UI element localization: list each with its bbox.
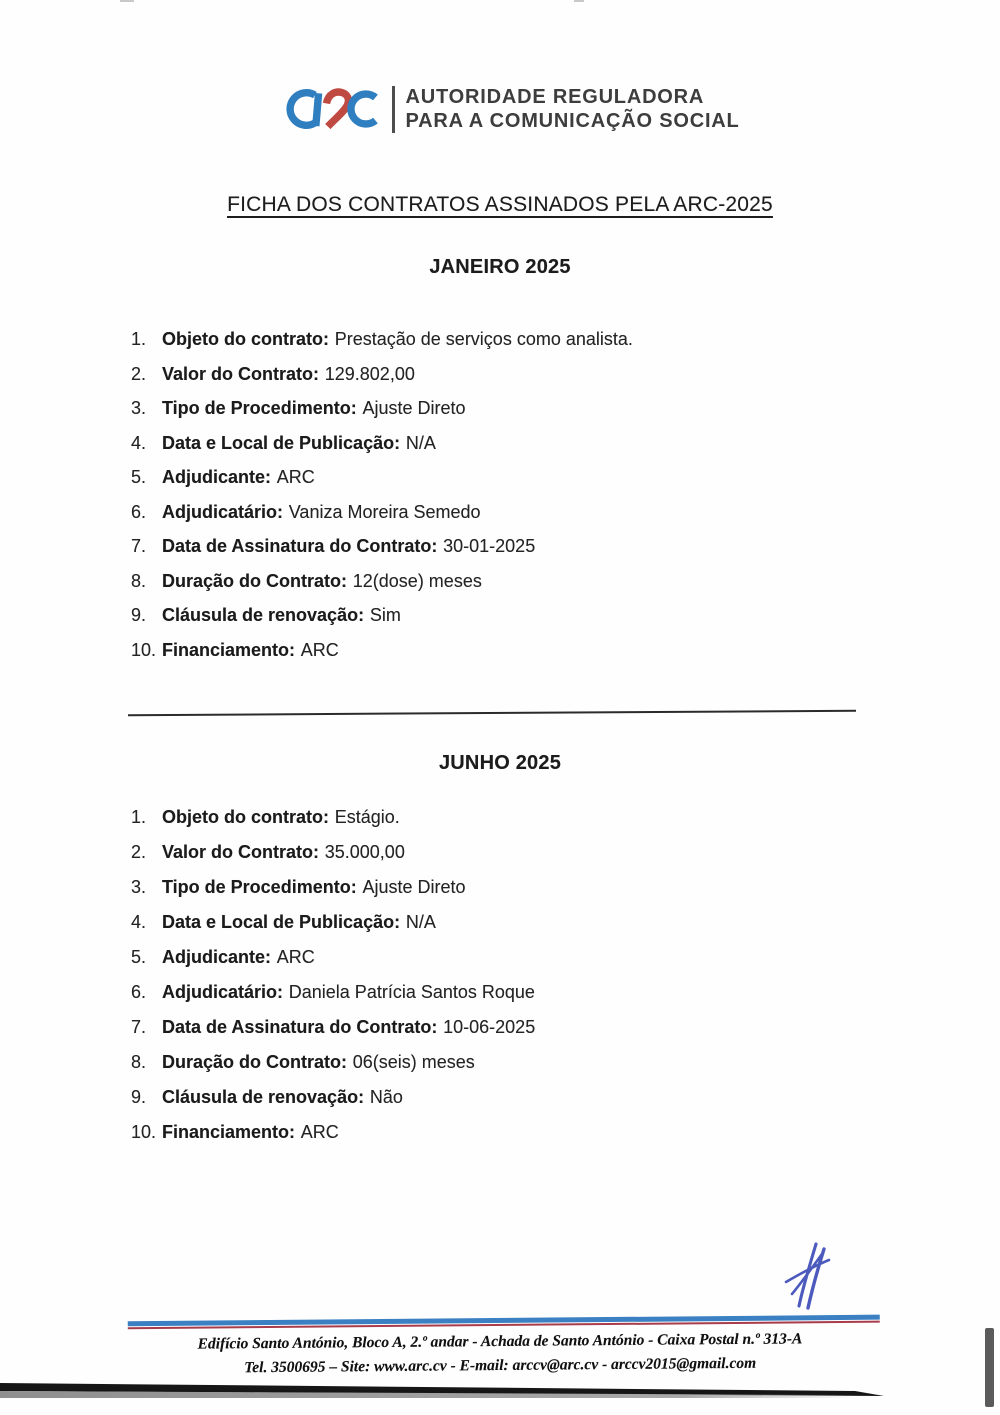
list-item: 7. Data de Assinatura do Contrato: 10-06-2025 xyxy=(131,1017,536,1037)
list-item: 1. Objeto do contrato: Estágio. xyxy=(131,807,400,827)
page-footer xyxy=(0,1314,1000,1382)
logo-wordmark xyxy=(406,85,740,133)
document-title: FICHA DOS CONTRATOS ASSINADOS PELA ARC-2025 xyxy=(227,193,773,216)
list-item: 8. Duração do Contrato: 06(seis) meses xyxy=(131,1052,475,1072)
section-heading-janeiro: JANEIRO 2025 xyxy=(429,256,571,278)
list-item: 4. Data e Local de Publicação: N/A xyxy=(131,432,436,453)
arc-logo-mark-icon xyxy=(283,84,381,134)
section-heading-junho: JUNHO 2025 xyxy=(438,752,562,774)
list-item: 9. Cláusula de renovação: Sim xyxy=(131,605,401,625)
list-item: 6. Adjudicatário: Daniela Patrícia Santos Roque xyxy=(131,982,535,1002)
footer-address: Edifício Santo António, Bloco A, 2.º andar - Achada de Santo António - Caixa Postal n.º 313-A xyxy=(197,1330,803,1353)
section-divider xyxy=(128,710,856,716)
list-item: 6. Adjudicatário: Vaniza Moreira Semedo xyxy=(131,501,481,522)
list-item: 5. Adjudicante: ARC xyxy=(131,947,315,967)
list-item: 8. Duração do Contrato: 12(dose) meses xyxy=(131,570,482,591)
scan-speck xyxy=(120,0,134,2)
footer-text xyxy=(0,1325,1000,1382)
logo-line1: AUTORIDADE REGULADORA xyxy=(405,86,705,108)
list-item: 7. Data de Assinatura do Contrato: 30-01-2025 xyxy=(131,536,536,556)
scan-edge-bar xyxy=(985,1328,994,1407)
scan-speck xyxy=(574,0,584,2)
logo-divider xyxy=(392,86,395,133)
contract-list-janeiro xyxy=(131,330,633,675)
list-item: 2. Valor do Contrato: 35.000,00 xyxy=(131,842,405,862)
list-item: 10. Financiamento: ARC xyxy=(131,1122,339,1142)
list-item: 3. Tipo de Procedimento: Ajuste Direto xyxy=(131,398,466,418)
logo-line2: PARA A COMUNICAÇÃO SOCIAL xyxy=(405,110,740,132)
list-item: 9. Cláusula de renovação: Não xyxy=(131,1087,403,1107)
arc-logo xyxy=(283,84,740,134)
list-item: 5. Adjudicante: ARC xyxy=(131,467,315,487)
signature-scribble xyxy=(779,1237,837,1311)
contract-list-junho xyxy=(131,808,535,1158)
list-item: 4. Data e Local de Publicação: N/A xyxy=(131,912,436,932)
footer-contacts: Tel. 3500695 – Site: www.arc.cv - E-mail: arccv@arc.cv - arccv2015@gmail.com xyxy=(244,1354,757,1376)
list-item: 3. Tipo de Procedimento: Ajuste Direto xyxy=(131,877,466,897)
list-item: 2. Valor do Contrato: 129.802,00 xyxy=(131,363,415,384)
list-item: 10. Financiamento: ARC xyxy=(131,639,339,660)
list-item: 1. Objeto do contrato: Prestação de serviços como analista. xyxy=(131,329,633,349)
